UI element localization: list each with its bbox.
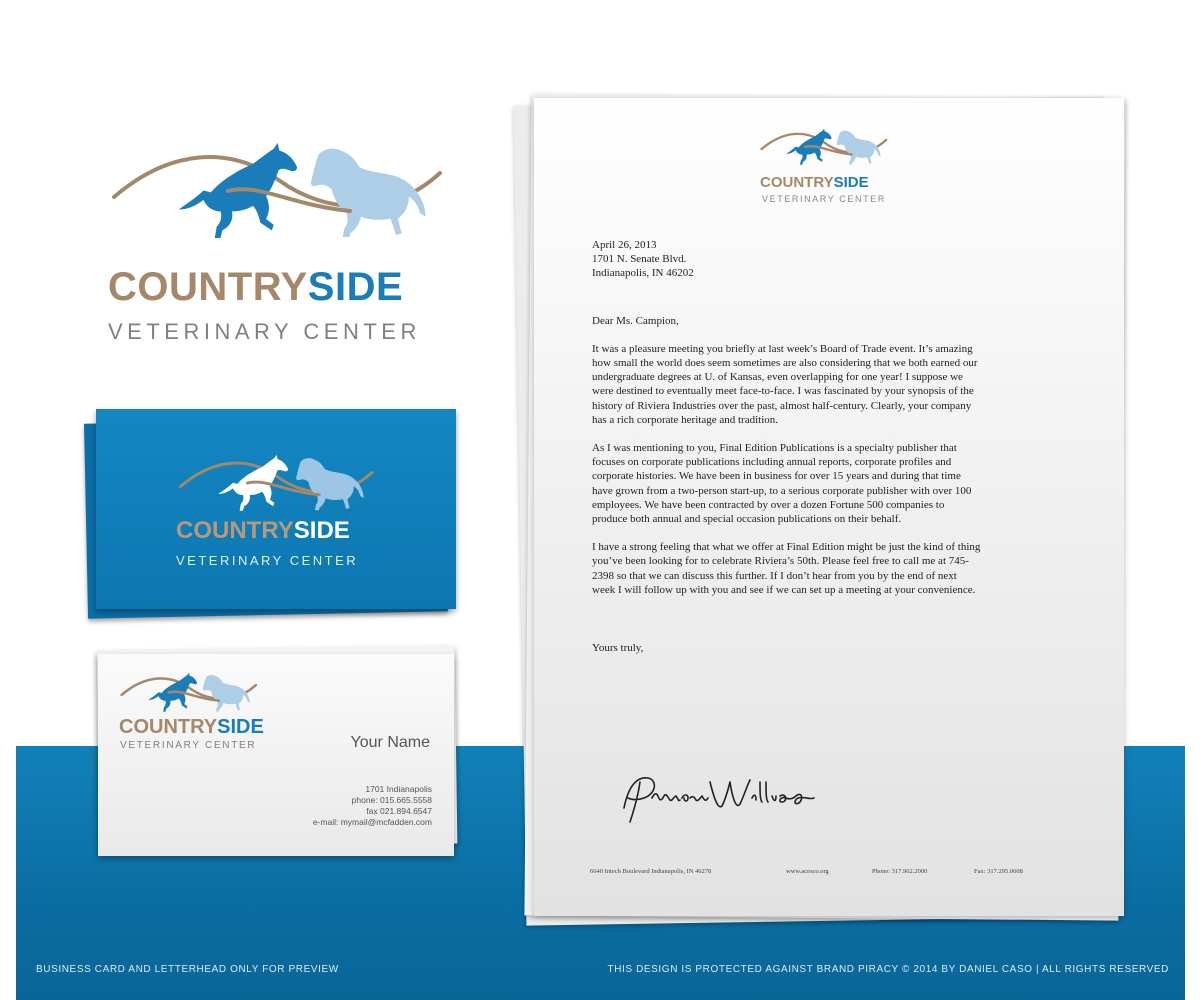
horses-logo-icon [110,135,450,240]
letter-body [592,238,982,669]
horses-logo-icon [178,447,378,515]
card-fax: fax 021.894.6547 [366,806,432,816]
horses-logo-icon [760,124,890,167]
brand-name-part1: COUNTRY [760,174,834,191]
letter-closing: Yours truly, [592,642,644,655]
letter-paragraph-1: It was a pleasure meeting you briefly at last week’s Board of Trade event. It’s amazing how small the world does seem sometimes are also considering that we both earned our undergraduate degrees at U. of Kansas, even overlapping for one year! I suppose we were destined to eventually meet face-to-face. I was fascinated by your synopsis of the history of Riviera Industries over the past, almost half-century. Clearly, your company has a rich corporate heritage and tradition. [592,342,978,426]
letter-footer-phone: Phone: 317.962.2000 [872,868,928,875]
brand-name-part2: SIDE [833,174,869,191]
brand-tagline: VETERINARY CENTER [762,194,886,204]
footer-copyright: THIS DESIGN IS PROTECTED AGAINST BRAND PIRACY © 2014 BY DANIEL CASO | ALL RIGHTS RESERVED [607,964,1169,975]
brand-wordmark [176,517,350,545]
white-business-card [98,654,454,856]
brand-tagline: VETERINARY CENTER [108,319,421,344]
letter-address-block [592,238,982,281]
brand-name-part1: COUNTRY [108,265,308,309]
brand-name-part2: SIDE [307,265,404,309]
brand-name-part2: SIDE [293,517,350,544]
brand-name-part1: COUNTRY [119,716,218,738]
card-address: 1701 Indianapolis [365,784,432,794]
footer-preview-note: BUSINESS CARD AND LETTERHEAD ONLY FOR PREVIEW [36,964,339,975]
card-contact-block [313,784,432,828]
card-holder-name: Your Name [350,734,430,751]
brand-name-part1: COUNTRY [176,517,294,544]
signature-image [618,768,818,828]
card-email: e-mail: mymail@mcfadden.com [312,817,432,827]
brand-wordmark [108,265,403,310]
card-phone: phone: 015.665.5558 [351,795,432,805]
letter-address-line1: 1701 N. Senate Blvd. [592,253,687,266]
letter-footer-address: 6640 Intech Boulevard Indianapolis, IN 46278 [590,868,712,875]
letter-footer-website: www.acesco.org [786,868,829,875]
letter-date: April 26, 2013 [592,239,657,251]
blue-business-card [96,409,456,609]
brand-name-part2: SIDE [217,716,264,738]
brand-tagline: VETERINARY CENTER [120,740,257,751]
letter-salutation: Dear Ms. Campion, [592,314,679,327]
brand-wordmark [119,716,264,739]
letterhead-sheet [534,98,1124,916]
letter-footer-fax: Fax: 317.295.0608 [974,868,1023,875]
horses-logo-icon [120,668,260,714]
brand-tagline: VETERINARY CENTER [176,553,359,568]
letter-paragraph-2: As I was mentioning to you, Final Edition Publications is a specialty publisher that focuses on corporate publications including annual reports, corporate profiles and corporate histories. We have been in business for over 15 years and during that time have grown from a two-person start-up, to a serious corporate publisher with over 100 employees. We have been contracted by over a dozen Fortune 500 companies to produce both annual and special occasion publications on their behalf. [592,442,972,526]
letter-address-line2: Indianapolis, IN 46202 [592,267,694,280]
brand-wordmark [760,174,869,191]
letter-paragraph-3: I have a strong feeling that what we offer at Final Edition might be just the kind of thing you’ve been looking for to celebrate Riviera’s 50th. Please feel free to call me at 745-2398 so that we can discuss this further. If I don’t hear from you by the end of next week I will follow up with you and see if we can set up a meeting at your convenience. [592,541,981,596]
